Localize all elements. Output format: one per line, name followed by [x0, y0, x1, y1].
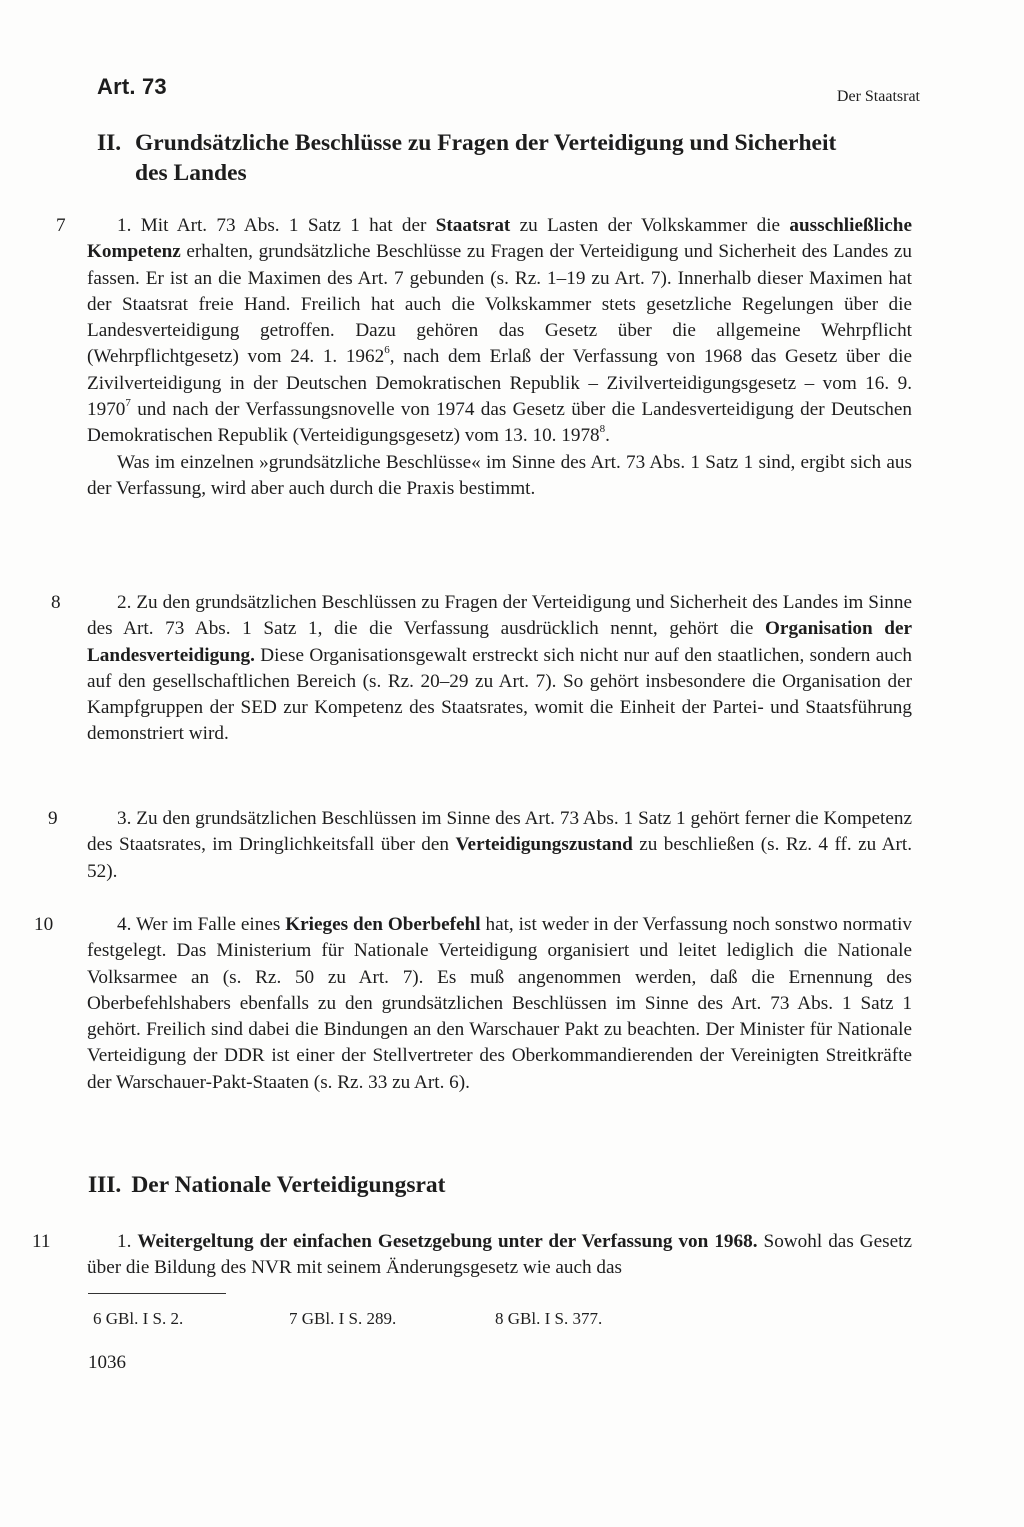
footnotes — [93, 1309, 602, 1329]
emphasis-organisation: Organisation der Landesverteidigung. — [87, 618, 912, 666]
text-run: 4. Wer im Falle eines — [117, 914, 286, 935]
heading-title: Der Nationale Verteidigungsrat — [131, 1172, 446, 1198]
emphasis-weitergeltung: Weitergeltung der einfachen Gesetzgebung unter der Verfassung von 1968. — [137, 1231, 758, 1252]
text-run: erhalten, grundsätzliche Beschlüsse zu Fragen der Verteidigung und Sicherheit des Landes zu fassen. Er ist an die Maximen des Art. 7 gebunden (s. Rz. 1–19 zu Art. 7). Innerhalb dieser Maximen hat der Staatsrat freie Hand. Freilich hat auch die Volkskammer stets gesetzliche Regelungen über die Landesverteidigung getroffen. Dazu gehören das Gesetz über die allgemeine Wehrpflicht (Wehrpflichtgesetz) vom 24. 1. 1962 — [87, 241, 912, 368]
text-run: 3. Zu den grundsätzlichen Beschlüssen im Sinne des Art. 73 Abs. 1 Satz 1 gehört ferner die Kompetenz des Staatsrates, im Dringlichkeitsfall über den — [87, 808, 912, 856]
paragraph-rz-11 — [87, 1229, 912, 1282]
footnote-ref-8[interactable]: 8 — [599, 422, 606, 435]
text-run: Diese Organisationsgewalt erstreckt sich nicht nur auf den staatlichen, sondern auch auf den gesellschaftlichen Bereich (s. Rz. 20–29 zu Art. 7). So gehört insbesondere die Organisation der Kampfgruppen der SED zur Kompetenz des Staatsrates, womit die Einheit der Partei- und Staatsführung demonstriert wird. — [87, 644, 912, 745]
heading-line-1: Grundsätzliche Beschlüsse zu Fragen der Verteidigung und Sicherheit — [135, 130, 837, 156]
footnote-6: 6 GBl. I S. 2. — [93, 1309, 184, 1328]
heading-number: III. — [88, 1172, 122, 1198]
text-run: und nach der Verfassungsnovelle von 1974 das Gesetz über die Landesverteidigung der Deutschen Demokratischen Republik (Verteidigungsgesetz) vom 13. 10. 1978 — [87, 399, 912, 447]
margin-number-9: 9 — [48, 808, 58, 829]
heading-line-2: des Landes — [135, 160, 247, 186]
footnote-divider — [88, 1293, 226, 1294]
section-heading-ii — [97, 128, 922, 188]
paragraph-rz-9 — [87, 806, 912, 885]
text-run: Sowohl das Gesetz über die Bildung des NVR mit seinem Änderungsgesetz wie auch das — [87, 1231, 913, 1279]
text-run: 1. — [117, 1231, 138, 1252]
page-number: 1036 — [88, 1352, 126, 1373]
text-run: 2. Zu den grundsätzlichen Beschlüssen zu Fragen der Verteidigung und Sicherheit des Landes im Sinne des Art. 73 Abs. 1 Satz 1, die die Verfassung ausdrücklich nennt, gehört die — [87, 592, 912, 640]
margin-number-7: 7 — [56, 215, 66, 236]
paragraph-rz-8 — [87, 590, 912, 748]
section-heading-iii — [88, 1170, 918, 1200]
paragraph-rz-10 — [87, 912, 912, 1096]
running-head: Der Staatsrat — [836, 88, 920, 105]
paragraph-10 — [87, 912, 912, 1096]
text-run: . — [605, 425, 610, 447]
text-run: zu beschließen (s. Rz. 4 ff. zu Art. 52). — [87, 834, 912, 882]
footnote-ref-6[interactable]: 6 — [384, 344, 390, 357]
footnote-8: 8 GBl. I S. 377. — [495, 1309, 603, 1328]
heading-number: II. — [97, 130, 122, 156]
article-label: Art. 73 — [97, 74, 167, 99]
footnote-ref-7[interactable]: 7 — [125, 396, 131, 409]
text-run: zu Lasten der Volkskammer die — [510, 215, 790, 236]
emphasis-oberbefehl: Krieges den Oberbefehl — [285, 914, 481, 935]
emphasis-kompetenz: ausschließliche Kompetenz — [87, 215, 912, 263]
margin-number-10: 10 — [34, 914, 54, 935]
emphasis-staatsrat: Staatsrat — [435, 215, 511, 236]
paragraph-11 — [87, 1229, 912, 1282]
emphasis-verteidigungszustand: Verteidigungszustand — [455, 834, 633, 856]
margin-number-8: 8 — [51, 592, 61, 613]
text-run: , nach dem Erlaß der Verfassung von 1968 das Gesetz über die Zivilverteidigung in der Deutschen Demokratischen Republik – Zivilverteidigungsgesetz – vom 16. 9. 1970 — [87, 346, 912, 421]
paragraph-rz-7 — [87, 213, 912, 502]
footnote-7: 7 GBl. I S. 289. — [289, 1309, 397, 1328]
paragraph-9 — [87, 806, 912, 885]
paragraph-7-2: Was im einzelnen »grundsätzliche Beschlüsse« im Sinne des Art. 73 Abs. 1 Satz 1 sind, ergibt sich aus der Verfassung, wird aber auch durch die Praxis bestimmt. — [87, 451, 912, 499]
paragraph-7-1 — [87, 213, 912, 450]
text-run: hat, ist weder in der Verfassung noch sonstwo normativ festgelegt. Das Ministerium für Nationale Verteidigung organisiert und leitet lediglich die Nationale Volksarmee an (s. Rz. 50 zu Art. 7). Es muß angenommen werden, daß die Ernennung des Oberbefehlshabers ebenfalls zu den grundsätzlichen Beschlüssen im Sinne des Art. 73 Abs. 1 Satz 1 gehört. Freilich sind dabei die Bindungen an den Warschauer Pakt zu beachten. Der Minister für Nationale Verteidigung der DDR ist einer der Stellvertreter des Oberkommandierenden der Vereinigten Streitkräfte der Warschauer-Pakt-Staaten (s. Rz. 33 zu Art. 6). — [87, 914, 913, 1093]
paragraph-8 — [87, 590, 912, 748]
margin-number-11: 11 — [32, 1231, 51, 1252]
text-run: 1. Mit Art. 73 Abs. 1 Satz 1 hat der — [117, 215, 436, 236]
